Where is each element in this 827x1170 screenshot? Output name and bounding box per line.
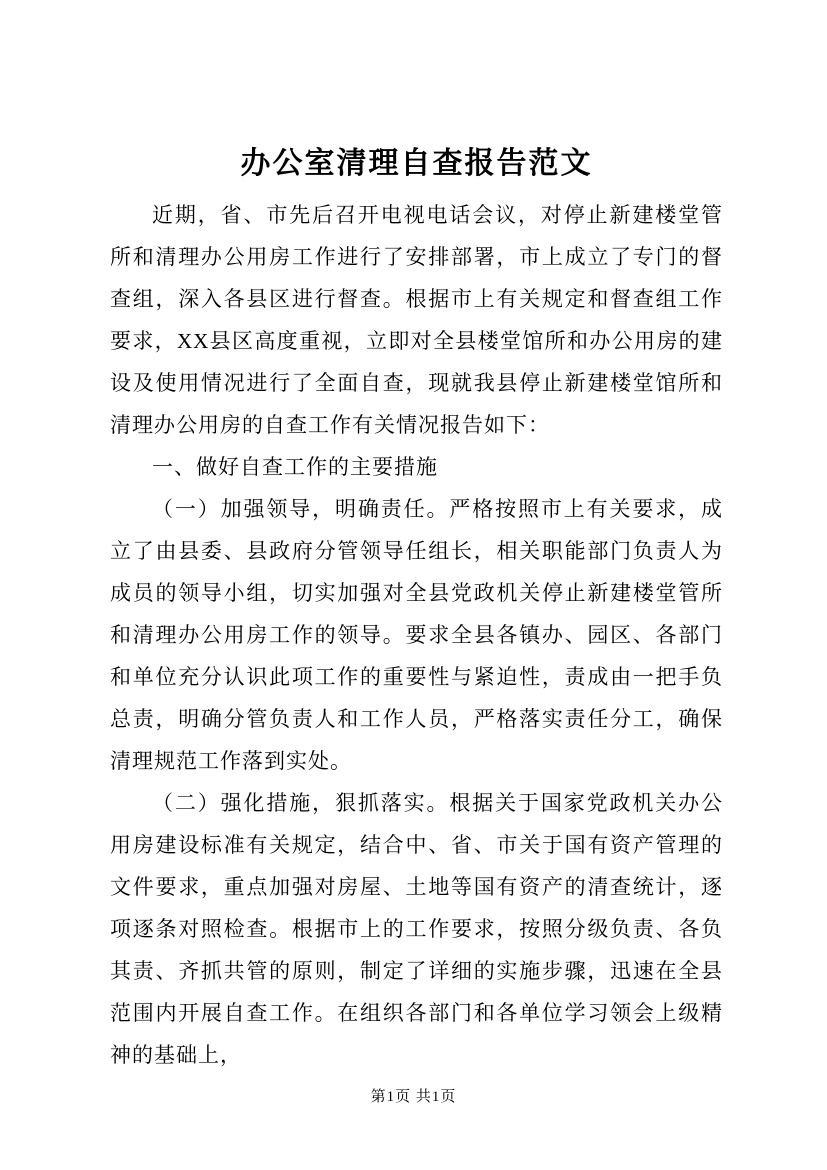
page-number-text: 第1页 共1页 [370, 1089, 457, 1105]
page-footer [0, 1085, 827, 1106]
paragraph-measure-2: （二）强化措施，狠抓落实。根据关于国家党政机关办公用房建设标准有关规定，结合中、省、市关于国有资产管理的文件要求，重点加强对房屋、土地等国有资产的清查统计，逐项逐条对照检查。根据市上的工作要求，按照分级负责、各负其责、齐抓共管的原则，制定了详细的实施步骤，迅速在全县范围内开展自查工作。在组织各部门和各单位学习领会上级精神的基础上， [110, 791, 723, 1067]
paragraph-measure-1: （一）加强领导，明确责任。严格按照市上有关要求，成立了由县委、县政府分管领导任组长，相关职能部门负责人为成员的领导小组，切实加强对全县党政机关停止新建楼堂管所和清理办公用房工作的领导。要求全县各镇办、园区、各部门和单位充分认识此项工作的重要性与紧迫性，责成由一把手负总责，明确分管负责人和工作人员，严格落实责任分工，确保清理规范工作落到实处。 [110, 497, 723, 773]
paragraph-intro: 近期，省、市先后召开电视电话会议，对停止新建楼堂管所和清理办公用房工作进行了安排部署，市上成立了专门的督查组，深入各县区进行督查。根据市上有关规定和督查组工作要求，XX县区高度重视，立即对全县楼堂馆所和办公用房的建设及使用情况进行了全面自查，现就我县停止新建楼堂馆所和清理办公用房的自查工作有关情况报告如下： [110, 203, 723, 437]
section-heading: 一、做好自查工作的主要措施 [152, 455, 438, 479]
document-title: 办公室清理自查报告范文 [240, 147, 593, 180]
